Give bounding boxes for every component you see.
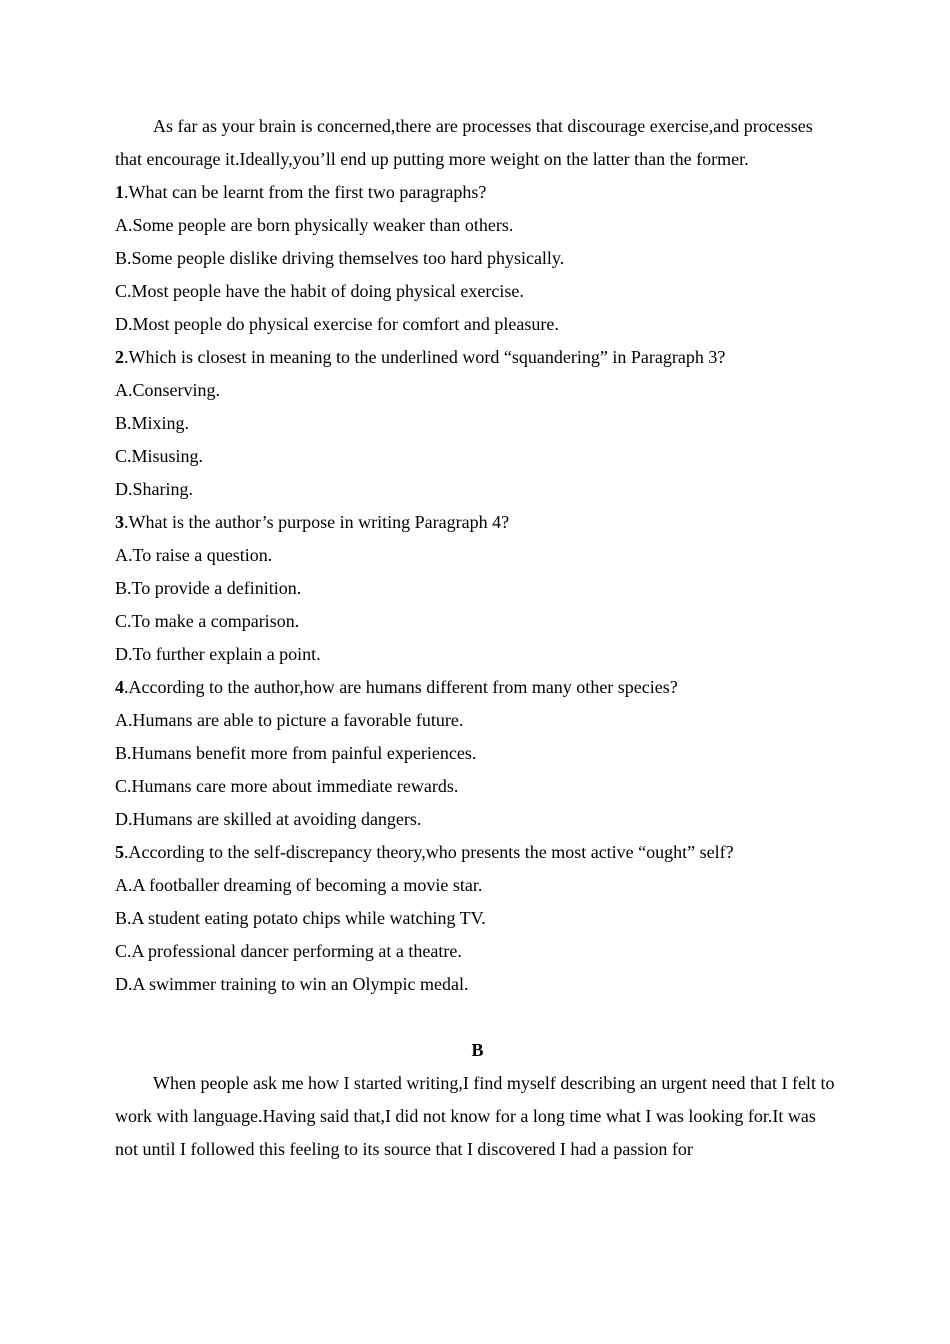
answer-option: B.Humans benefit more from painful experiences. bbox=[115, 743, 477, 763]
question-text: .Which is closest in meaning to the underlined word “squandering” in Paragraph 3? bbox=[124, 347, 726, 367]
question-number: 3 bbox=[115, 512, 124, 532]
question-text: .According to the author,how are humans different from many other species? bbox=[124, 677, 678, 697]
question-block bbox=[115, 506, 840, 671]
question-block bbox=[115, 341, 840, 506]
answer-option: D.A swimmer training to win an Olympic medal. bbox=[115, 974, 469, 994]
question-block bbox=[115, 176, 840, 341]
document-page bbox=[115, 110, 840, 1166]
section-spacer bbox=[115, 1001, 840, 1034]
answer-option: A.Some people are born physically weaker than others. bbox=[115, 215, 514, 235]
question-stem bbox=[115, 671, 840, 704]
question-text: .What can be learnt from the first two paragraphs? bbox=[124, 182, 487, 202]
answer-option: A.Humans are able to picture a favorable future. bbox=[115, 710, 464, 730]
section-title: B bbox=[471, 1040, 484, 1060]
intro-paragraph: As far as your brain is concerned,there are processes that discourage exercise,and processes that encourage it.Ideally,you’ll end up putting more weight on the latter than the former. bbox=[115, 116, 813, 169]
section-b-paragraph: When people ask me how I started writing,I find myself describing an urgent need that I felt to work with language.Having said that,I did not know for a long time what I was looking for.It was not until I followed this feeling to its source that I discovered I had a passion for bbox=[115, 1073, 835, 1159]
answer-option: C.Most people have the habit of doing physical exercise. bbox=[115, 281, 524, 301]
question-number: 1 bbox=[115, 182, 124, 202]
answer-option: A.To raise a question. bbox=[115, 545, 273, 565]
question-stem bbox=[115, 341, 840, 374]
question-text: .What is the author’s purpose in writing Paragraph 4? bbox=[124, 512, 510, 532]
question-block bbox=[115, 836, 840, 1001]
answer-option: C.Misusing. bbox=[115, 446, 204, 466]
answer-option: D.Most people do physical exercise for comfort and pleasure. bbox=[115, 314, 559, 334]
answer-option: B.Mixing. bbox=[115, 413, 190, 433]
answer-option: B.To provide a definition. bbox=[115, 578, 302, 598]
answer-option: C.To make a comparison. bbox=[115, 611, 300, 631]
question-stem bbox=[115, 836, 840, 869]
answer-option: B.A student eating potato chips while watching TV. bbox=[115, 908, 486, 928]
question-number: 5 bbox=[115, 842, 124, 862]
answer-option: A.A footballer dreaming of becoming a movie star. bbox=[115, 875, 483, 895]
answer-option: B.Some people dislike driving themselves too hard physically. bbox=[115, 248, 565, 268]
question-number: 2 bbox=[115, 347, 124, 367]
question-block bbox=[115, 671, 840, 836]
answer-option: C.Humans care more about immediate rewards. bbox=[115, 776, 459, 796]
question-stem bbox=[115, 506, 840, 539]
answer-option: C.A professional dancer performing at a theatre. bbox=[115, 941, 462, 961]
answer-option: D.To further explain a point. bbox=[115, 644, 321, 664]
answer-option: D.Sharing. bbox=[115, 479, 193, 499]
answer-option: D.Humans are skilled at avoiding dangers. bbox=[115, 809, 422, 829]
question-text: .According to the self-discrepancy theory,who presents the most active “ought” self? bbox=[124, 842, 734, 862]
answer-option: A.Conserving. bbox=[115, 380, 220, 400]
question-stem bbox=[115, 176, 840, 209]
question-number: 4 bbox=[115, 677, 124, 697]
